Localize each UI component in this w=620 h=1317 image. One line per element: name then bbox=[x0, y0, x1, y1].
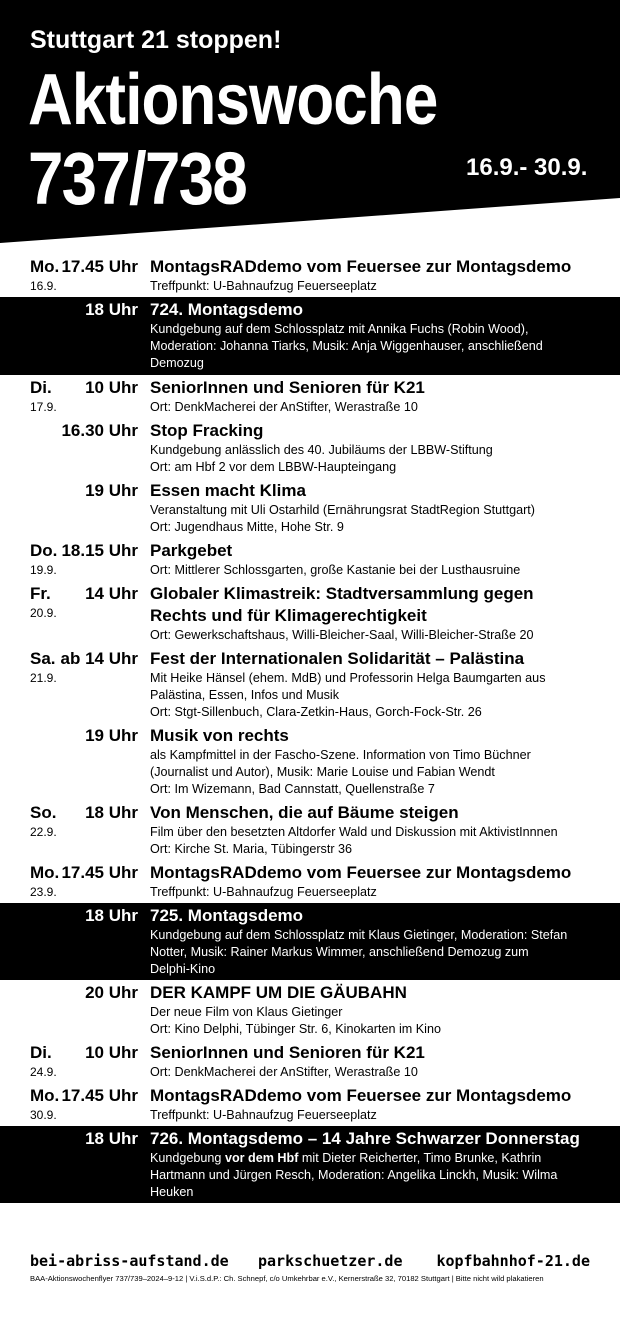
event-time: 19 Uhr bbox=[85, 481, 138, 500]
event-detail: Ort: Im Wizemann, Bad Cannstatt, Quellenstraße 7 bbox=[150, 782, 435, 796]
event-detail: (Journalist und Autor), Musik: Marie Louise und Fabian Wendt bbox=[150, 765, 495, 779]
event-time: 18 Uhr bbox=[85, 803, 138, 822]
event-day: Do. bbox=[30, 541, 58, 560]
event-when bbox=[0, 648, 150, 721]
event-info bbox=[150, 725, 620, 798]
event-row bbox=[0, 903, 620, 980]
event-info bbox=[150, 540, 620, 579]
event-title: Fest der Internationalen Solidarität – Palästina bbox=[150, 649, 525, 668]
event-row bbox=[0, 1126, 620, 1203]
event-when bbox=[0, 802, 150, 858]
event-info bbox=[150, 1042, 620, 1081]
event-info bbox=[150, 982, 620, 1038]
page-title: Aktionswoche bbox=[28, 60, 438, 140]
event-detail: Treffpunkt: U-Bahnaufzug Feuerseeplatz bbox=[150, 885, 377, 899]
event-date: 20.9. bbox=[30, 606, 57, 620]
link-kopfbahnhof-21[interactable]: kopfbahnhof-21.de bbox=[436, 1252, 590, 1270]
event-day: Sa. bbox=[30, 649, 56, 668]
event-time: 20 Uhr bbox=[85, 983, 138, 1002]
event-row bbox=[0, 800, 620, 860]
event-detail: Kundgebung anlässlich des 40. Jubiläums der LBBW-Stiftung bbox=[150, 443, 493, 457]
event-title: MontagsRADdemo vom Feuersee zur Montagsdemo bbox=[150, 257, 572, 276]
event-info bbox=[150, 862, 620, 901]
event-title: Essen macht Klima bbox=[150, 481, 306, 500]
event-detail: als Kampfmittel in der Fascho-Szene. Information von Timo Büchner bbox=[150, 748, 531, 762]
event-detail: Mit Heike Hänsel (ehem. MdB) und Professorin Helga Baumgarten aus bbox=[150, 671, 546, 685]
event-title: 724. Montagsdemo bbox=[150, 300, 304, 319]
event-title: MontagsRADdemo vom Feuersee zur Montagsdemo bbox=[150, 1086, 572, 1105]
event-detail: Ort: Kirche St. Maria, Tübingerstr 36 bbox=[150, 842, 353, 856]
event-row bbox=[0, 723, 620, 800]
event-time: 10 Uhr bbox=[85, 1043, 138, 1062]
event-info bbox=[150, 299, 620, 372]
event-title: MontagsRADdemo vom Feuersee zur Montagsdemo bbox=[150, 863, 572, 882]
event-detail: Delphi-Kino bbox=[150, 962, 216, 976]
event-title: Musik von rechts bbox=[150, 726, 289, 745]
event-time: 19 Uhr bbox=[85, 726, 138, 745]
event-detail: Treffpunkt: U-Bahnaufzug Feuerseeplatz bbox=[150, 279, 377, 293]
event-info bbox=[150, 583, 620, 644]
event-when bbox=[0, 1128, 150, 1201]
event-title: 726. Montagsdemo – 14 Jahre Schwarzer Donnerstag bbox=[150, 1129, 580, 1148]
event-when bbox=[0, 862, 150, 901]
event-time: 18.15 Uhr bbox=[61, 541, 138, 560]
event-when bbox=[0, 256, 150, 295]
event-detail: Ort: DenkMacherei der AnStifter, Werastraße 10 bbox=[150, 1065, 418, 1079]
event-detail: Notter, Musik: Rainer Markus Wimmer, anschließend Demozug zum bbox=[150, 945, 529, 959]
event-row bbox=[0, 581, 620, 646]
event-date: 30.9. bbox=[30, 1108, 57, 1122]
event-detail: Film über den besetzten Altdorfer Wald und Diskussion mit AktivistInnnen bbox=[150, 825, 558, 839]
event-when bbox=[0, 540, 150, 579]
event-title: Globaler Klimastreik: Stadtversammlung gegen bbox=[150, 584, 534, 603]
event-time: 17.45 Uhr bbox=[61, 257, 138, 276]
event-info bbox=[150, 1085, 620, 1124]
header bbox=[0, 0, 620, 245]
event-row bbox=[0, 860, 620, 903]
event-detail: Ort: Kino Delphi, Tübinger Str. 6, Kinokarten im Kino bbox=[150, 1022, 441, 1036]
event-date: 19.9. bbox=[30, 563, 57, 577]
event-list bbox=[0, 254, 620, 1203]
event-detail: Ort: Gewerkschaftshaus, Willi-Bleicher-Saal, Willi-Bleicher-Straße 20 bbox=[150, 628, 534, 642]
event-row bbox=[0, 980, 620, 1040]
event-time: ab 14 Uhr bbox=[60, 649, 138, 668]
event-title: 725. Montagsdemo bbox=[150, 906, 304, 925]
event-detail: Kundgebung auf dem Schlossplatz mit Klaus Gietinger, Moderation: Stefan bbox=[150, 928, 568, 942]
event-info bbox=[150, 480, 620, 536]
event-info bbox=[150, 256, 620, 295]
event-when bbox=[0, 377, 150, 416]
event-row bbox=[0, 374, 620, 418]
event-day: Mo. bbox=[30, 257, 60, 276]
event-detail: Kundgebung auf dem Schlossplatz mit Annika Fuchs (Robin Wood), bbox=[150, 322, 529, 336]
event-detail: Hartmann und Jürgen Resch, Moderation: Angelika Linckh, Musik: Wilma bbox=[150, 1168, 558, 1182]
event-when bbox=[0, 1085, 150, 1124]
event-day: Mo. bbox=[30, 863, 60, 882]
event-day: So. bbox=[30, 803, 57, 822]
event-when bbox=[0, 1042, 150, 1081]
event-title: DER KAMPF UM DIE GÄUBAHN bbox=[150, 983, 407, 1002]
event-title: SeniorInnen und Senioren für K21 bbox=[150, 1043, 425, 1062]
event-info bbox=[150, 905, 620, 978]
event-date: 17.9. bbox=[30, 400, 57, 414]
event-detail-part: mit Dieter Reicherter, Timo Brunke, Kathrin bbox=[298, 1151, 542, 1165]
week-number: 737/738 bbox=[28, 137, 247, 220]
event-date: 23.9. bbox=[30, 885, 57, 899]
event-time: 14 Uhr bbox=[85, 584, 138, 603]
event-date: 22.9. bbox=[30, 825, 57, 839]
event-detail: Ort: am Hbf 2 vor dem LBBW-Haupteingang bbox=[150, 460, 397, 474]
event-when bbox=[0, 299, 150, 372]
event-row bbox=[0, 254, 620, 297]
event-title: Parkgebet bbox=[150, 541, 233, 560]
event-row bbox=[0, 538, 620, 581]
event-time: 18 Uhr bbox=[85, 906, 138, 925]
event-info bbox=[150, 648, 620, 721]
event-detail-emphasis: vor dem Hbf bbox=[224, 1151, 299, 1165]
event-info bbox=[150, 377, 620, 416]
imprint: BAA-Aktionswochenflyer 737/739–2024–9-12 | V.i.S.d.P.: Ch. Schnepf, c/o Umkehrbar e.V., Kernerstraße 32, 70182 Stuttgart | Bitte nicht wild plakatieren bbox=[30, 1274, 544, 1283]
event-when bbox=[0, 982, 150, 1038]
event-when bbox=[0, 583, 150, 644]
event-detail: Ort: Jugendhaus Mitte, Hohe Str. 9 bbox=[150, 520, 344, 534]
event-info bbox=[150, 1128, 620, 1201]
event-date: 21.9. bbox=[30, 671, 57, 685]
event-day: Mo. bbox=[30, 1086, 60, 1105]
event-title: SeniorInnen und Senioren für K21 bbox=[150, 378, 425, 397]
event-title: Stop Fracking bbox=[150, 421, 264, 440]
event-detail-part: Kundgebung bbox=[150, 1151, 225, 1165]
event-row bbox=[0, 297, 620, 374]
event-detail: Palästina, Essen, Infos und Musik bbox=[150, 688, 340, 702]
event-detail bbox=[150, 1150, 598, 1167]
event-detail: Ort: DenkMacherei der AnStifter, Werastraße 10 bbox=[150, 400, 418, 414]
event-detail: Ort: Stgt-Sillenbuch, Clara-Zetkin-Haus, Gorch-Fock-Str. 26 bbox=[150, 705, 482, 719]
event-day: Di. bbox=[30, 1043, 52, 1062]
event-row bbox=[0, 478, 620, 538]
event-time: 10 Uhr bbox=[85, 378, 138, 397]
event-detail: Demozug bbox=[150, 356, 204, 370]
link-parkschuetzer[interactable]: parkschuetzer.de bbox=[258, 1252, 403, 1270]
event-title-line2: Rechts und für Klimagerechtigkeit bbox=[150, 606, 427, 625]
event-row bbox=[0, 418, 620, 478]
event-time: 17.45 Uhr bbox=[61, 1086, 138, 1105]
event-detail: Heuken bbox=[150, 1185, 194, 1199]
event-detail: Ort: Mittlerer Schlossgarten, große Kastanie bei der Lusthausruine bbox=[150, 563, 521, 577]
event-title: Von Menschen, die auf Bäume steigen bbox=[150, 803, 459, 822]
event-info bbox=[150, 420, 620, 476]
event-time: 18 Uhr bbox=[85, 300, 138, 319]
event-when bbox=[0, 420, 150, 476]
event-date: 24.9. bbox=[30, 1065, 57, 1079]
event-when bbox=[0, 480, 150, 536]
event-when bbox=[0, 905, 150, 978]
event-date: 16.9. bbox=[30, 279, 57, 293]
link-bei-abriss-aufstand[interactable]: bei-abriss-aufstand.de bbox=[30, 1252, 229, 1270]
event-when bbox=[0, 725, 150, 798]
event-row bbox=[0, 1083, 620, 1126]
event-detail: Treffpunkt: U-Bahnaufzug Feuerseeplatz bbox=[150, 1108, 377, 1122]
event-time: 18 Uhr bbox=[85, 1129, 138, 1148]
date-range: 16.9.- 30.9. bbox=[466, 154, 588, 181]
event-info bbox=[150, 802, 620, 858]
event-detail: Moderation: Johanna Tiarks, Musik: Anja Wiggenhauser, anschließend bbox=[150, 339, 543, 353]
event-time: 17.45 Uhr bbox=[61, 863, 138, 882]
event-detail: Der neue Film von Klaus Gietinger bbox=[150, 1005, 343, 1019]
event-detail: Veranstaltung mit Uli Ostarhild (Ernährungsrat StadtRegion Stuttgart) bbox=[150, 503, 535, 517]
event-day: Di. bbox=[30, 378, 52, 397]
event-row bbox=[0, 646, 620, 723]
footer-links bbox=[30, 1252, 590, 1272]
event-time: 16.30 Uhr bbox=[61, 421, 138, 440]
subtitle: Stuttgart 21 stoppen! bbox=[30, 26, 282, 54]
event-day: Fr. bbox=[30, 584, 51, 603]
event-row bbox=[0, 1040, 620, 1083]
